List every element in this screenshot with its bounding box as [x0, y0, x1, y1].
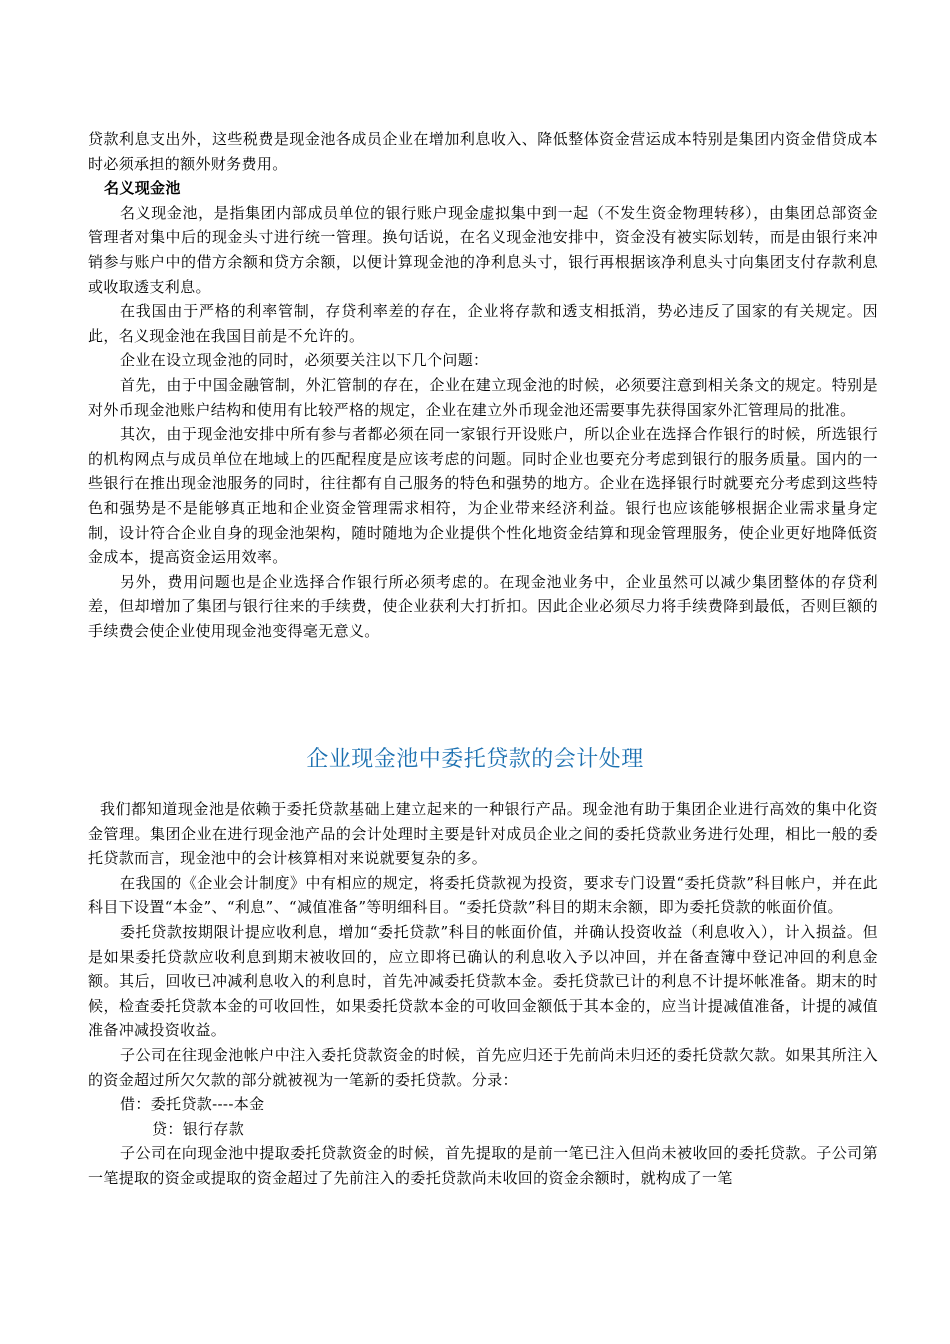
- sub-heading-notional-pool: 名义现金池: [104, 179, 181, 198]
- paragraph: 企业在设立现金池的同时，必须要关注以下几个问题：: [120, 351, 489, 370]
- section-2-body: [88, 797, 878, 1191]
- paragraph: 在我国的《企业会计制度》中有相应的规定，将委托贷款视为投资，要求专门设置“委托贷款”科目帐户，并在此科目下设置“本金”、“利息”、“减值准备”等明细科目。“委托贷款”科目的期末余额，即为委托贷款的帐面价值。: [88, 873, 878, 917]
- paragraph: 首先，由于中国金融管制，外汇管制的存在，企业在建立现金池的时候，必须要注意到相关条文的规定。特别是对外币现金池账户结构和使用有比较严格的规定，企业在建立外币现金池还需要事先获得国家外汇管理局的批准。: [88, 375, 878, 419]
- paragraph: 子公司在往现金池帐户中注入委托贷款资金的时候，首先应归还于先前尚未归还的委托贷款欠款。如果其所注入的资金超过所欠欠款的部分就被视为一笔新的委托贷款。分录：: [88, 1045, 878, 1089]
- paragraph: 子公司在向现金池中提取委托贷款资金的时候，首先提取的是前一笔已注入但尚未被收回的委托贷款。子公司第一笔提取的资金或提取的资金超过了先前注入的委托贷款尚未收回的资金余额时，就构成了一笔: [88, 1144, 878, 1187]
- paragraph: 名义现金池，是指集团内部成员单位的银行账户现金虚拟集中到一起（不发生资金物理转移），由集团总部资金管理者对集中后的现金头寸进行统一管理。换句话说，在名义现金池安排中，资金没有被实际划转，而是由银行来冲销参与账户中的借方余额和贷方余额，以便计算现金池的净利息头寸，银行再根据该净利息头寸向集团支付存款利息或收取透支利息。: [88, 203, 878, 296]
- paragraph: 贷款利息支出外，这些税费是现金池各成员企业在增加利息收入、降低整体资金营运成本特别是集团内资金借贷成本时必须承担的额外财务费用。: [88, 130, 878, 173]
- section-2-title: 企业现金池中委托贷款的会计处理: [306, 747, 644, 772]
- paragraph: 另外，费用问题也是企业选择合作银行所必须考虑的。在现金池业务中，企业虽然可以减少集团整体的存贷利差，但却增加了集团与银行往来的手续费，使企业获利大打折扣。因此企业必须尽力将手续费降到最低，否则巨额的手续费会使企业使用现金池变得毫无意义。: [88, 572, 878, 640]
- journal-entry-debit: 借：委托贷款----本金: [120, 1095, 265, 1114]
- paragraph: 其次，由于现金池安排中所有参与者都必须在同一家银行开设账户，所以企业在选择合作银行的时候，所选银行的机构网点与成员单位在地域上的匹配程度是应该考虑的问题。同时企业也要充分考虑到银行的服务质量。国内的一些银行在推出现金池服务的同时，往往都有自己服务的特色和强势的地方。企业在选择银行时就要充分考虑到这些特色和强势是不是能够真正地和企业资金管理需求相符，为企业带来经济利益。银行也应该能够根据企业需求量身定制，设计符合企业自身的现金池架构，随时随地为企业提供个性化地资金结算和现金管理服务，使企业更好地降低资金成本，提高资金运用效率。: [88, 425, 878, 567]
- paragraph: 委托贷款按期限计提应收利息，增加“委托贷款”科目的帐面价值，并确认投资收益（利息收入），计入损益。但是如果委托贷款应收利息到期末被收回的，应立即将已确认的利息收入予以冲回，并在备查簿中登记冲回的利息金额。其后，回收已冲减利息收入的利息时，首先冲减委托贷款本金。委托贷款已计的利息不计提坏帐准备。期末的时候，检查委托贷款本金的可收回性，如果委托贷款本金的可收回金额低于其本金的，应当计提减值准备，计提的减值准备冲减投资收益。: [88, 922, 878, 1040]
- section-1-body: [88, 127, 878, 643]
- journal-entry-credit: 贷：银行存款: [152, 1119, 245, 1138]
- paragraph: 在我国由于严格的利率管制，存贷利率差的存在，企业将存款和透支相抵消，势必违反了国家的有关规定。因此，名义现金池在我国目前是不允许的。: [88, 302, 878, 345]
- paragraph: 我们都知道现金池是依赖于委托贷款基础上建立起来的一种银行产品。现金池有助于集团企业进行高效的集中化资金管理。集团企业在进行现金池产品的会计处理时主要是针对成员企业之间的委托贷款业务进行处理，相比一般的委托贷款而言，现金池中的会计核算相对来说就要复杂的多。: [88, 800, 878, 868]
